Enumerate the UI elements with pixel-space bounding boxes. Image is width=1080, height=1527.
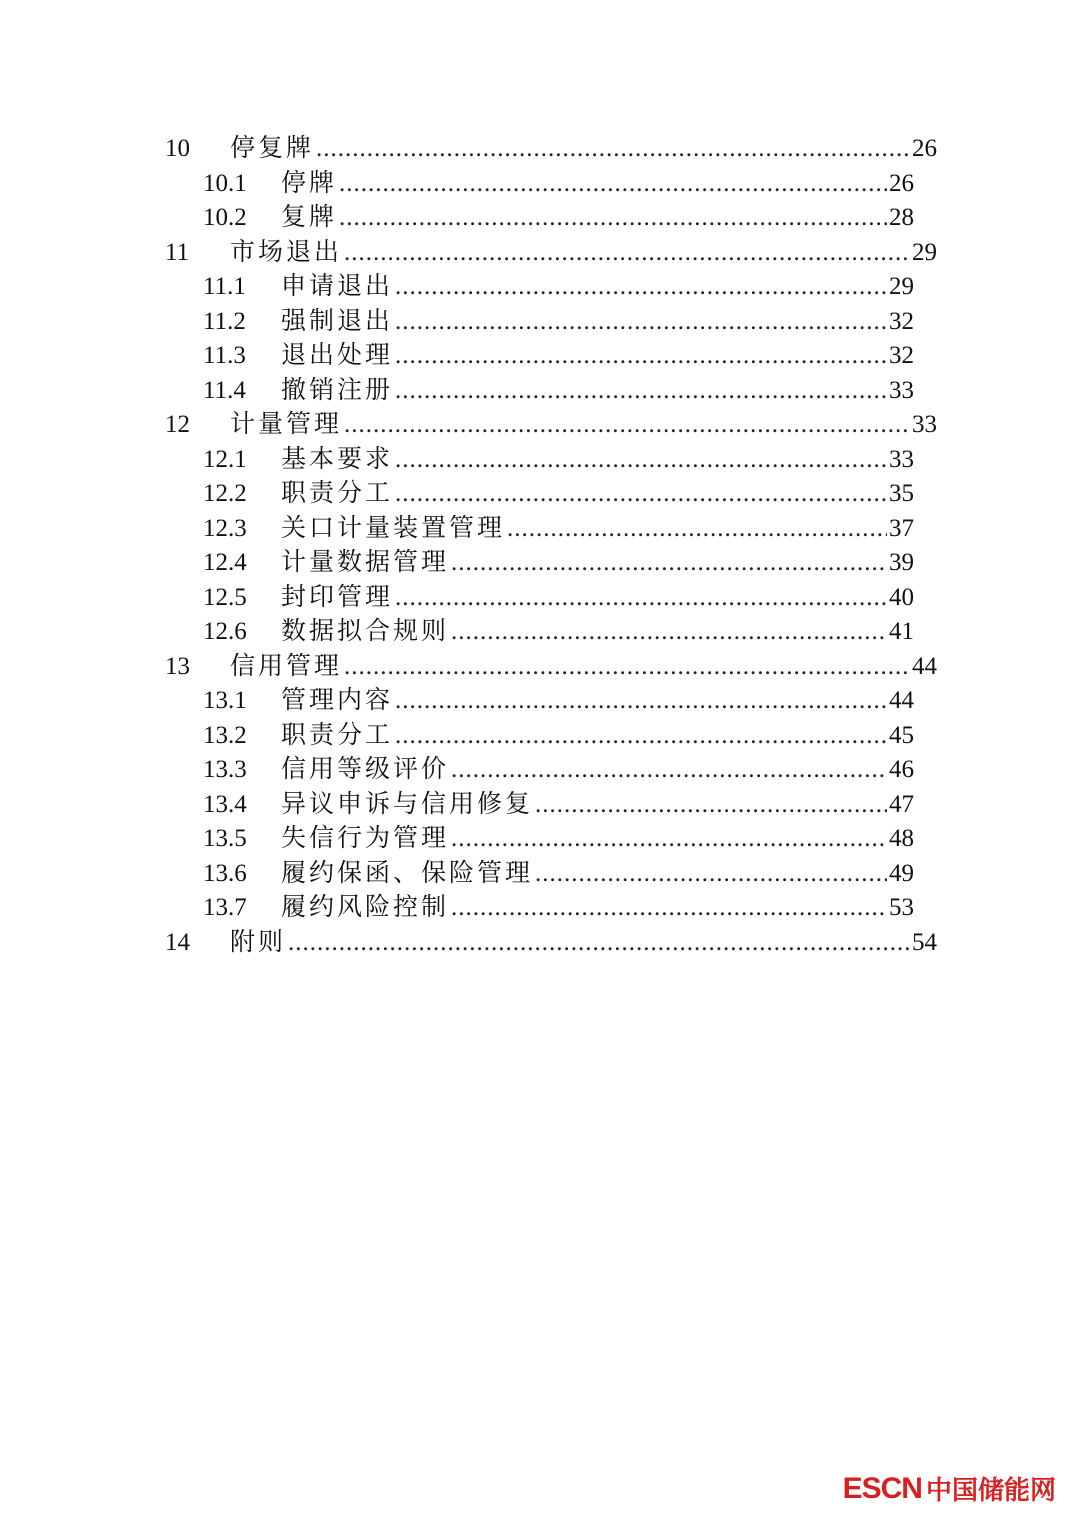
toc-page-number: 40 xyxy=(889,583,914,611)
toc-entry[interactable] xyxy=(165,925,937,960)
toc-page-number: 33 xyxy=(889,445,914,473)
toc-page-number: 45 xyxy=(889,721,914,749)
toc-number: 14 xyxy=(165,928,190,956)
toc-number: 13 xyxy=(165,652,190,680)
toc-number: 12.6 xyxy=(203,618,247,645)
toc-number: 13.4 xyxy=(203,790,247,818)
toc-number: 13.2 xyxy=(203,721,247,749)
toc-title: 基本要求 xyxy=(281,443,394,473)
dot-leader xyxy=(451,753,887,788)
toc-title: 强制退出 xyxy=(281,305,394,335)
dot-leader xyxy=(344,236,910,271)
toc-page-number: 32 xyxy=(889,307,914,335)
toc-number: 11.3 xyxy=(203,342,246,369)
dot-leader xyxy=(344,650,910,685)
toc-number: 11.4 xyxy=(203,376,246,404)
toc-page-number: 41 xyxy=(889,618,914,645)
toc-number: 10.1 xyxy=(203,169,247,197)
toc-entry[interactable] xyxy=(165,407,937,442)
toc-number: 12.5 xyxy=(203,583,247,611)
dot-leader xyxy=(451,615,887,650)
dot-leader xyxy=(395,477,887,512)
toc-entry[interactable] xyxy=(165,787,914,822)
toc-title: 数据拟合规则 xyxy=(281,616,450,645)
toc-entry[interactable] xyxy=(165,683,914,718)
toc-title: 封印管理 xyxy=(281,581,394,611)
toc-entry[interactable] xyxy=(165,373,914,408)
dot-leader xyxy=(339,201,887,236)
toc-page-number: 35 xyxy=(889,480,914,507)
toc-title: 职责分工 xyxy=(281,719,394,749)
toc-page-number: 29 xyxy=(912,238,937,266)
toc-page-number: 37 xyxy=(889,514,914,542)
toc-entry[interactable] xyxy=(165,304,914,339)
dot-leader xyxy=(507,512,887,547)
toc-title: 信用等级评价 xyxy=(281,754,450,783)
toc-title: 市场退出 xyxy=(230,236,343,266)
dot-leader xyxy=(395,719,887,754)
toc-number: 12 xyxy=(165,411,190,438)
toc-title: 停牌 xyxy=(281,167,338,197)
dot-leader xyxy=(395,270,887,305)
toc-page-number: 26 xyxy=(889,169,914,197)
toc-page-number: 33 xyxy=(889,376,914,404)
toc-title: 附则 xyxy=(230,926,287,956)
toc-entry[interactable] xyxy=(165,752,914,787)
toc-entry[interactable] xyxy=(165,476,914,511)
dot-leader xyxy=(395,374,887,409)
toc-page-number: 39 xyxy=(889,549,914,576)
toc-number: 12.3 xyxy=(203,514,247,542)
toc-title: 停复牌 xyxy=(230,133,315,162)
dot-leader xyxy=(451,891,887,926)
dot-leader xyxy=(344,408,910,443)
toc-number: 13.3 xyxy=(203,756,247,783)
toc-page-number: 49 xyxy=(889,859,914,887)
dot-leader xyxy=(395,305,887,340)
toc-number: 13.1 xyxy=(203,687,247,714)
toc-title: 复牌 xyxy=(281,202,338,231)
toc-page-number: 29 xyxy=(889,273,914,300)
toc-entry[interactable] xyxy=(165,338,914,373)
toc-page-number: 46 xyxy=(889,756,914,783)
toc-entry[interactable] xyxy=(165,269,914,304)
toc-title: 履约风险控制 xyxy=(281,892,450,921)
toc-page-number: 48 xyxy=(889,825,914,852)
toc-page-number: 28 xyxy=(889,204,914,231)
toc-number: 11 xyxy=(165,238,190,266)
toc-number: 13.5 xyxy=(203,825,247,852)
toc-number: 12.4 xyxy=(203,549,247,576)
dot-leader xyxy=(339,167,887,202)
toc-number: 12.2 xyxy=(203,480,247,507)
toc-title: 撤销注册 xyxy=(281,374,394,404)
table-of-contents xyxy=(165,131,937,959)
toc-title: 失信行为管理 xyxy=(281,823,450,852)
toc-entry[interactable] xyxy=(165,890,914,925)
watermark-cn: 中国储能网 xyxy=(925,1475,1056,1505)
escn-watermark-logo xyxy=(843,1470,1056,1507)
toc-page-number: 33 xyxy=(912,411,937,438)
toc-entry[interactable] xyxy=(165,235,937,270)
toc-entry[interactable] xyxy=(165,580,914,615)
toc-number: 13.7 xyxy=(203,894,247,921)
toc-title: 关口计量装置管理 xyxy=(281,512,506,542)
watermark-en: ESCN xyxy=(842,1471,922,1505)
toc-title: 申请退出 xyxy=(281,271,394,300)
toc-entry[interactable] xyxy=(165,200,914,235)
dot-leader xyxy=(451,546,887,581)
dot-leader xyxy=(395,684,887,719)
toc-entry[interactable] xyxy=(165,131,937,166)
toc-title: 计量数据管理 xyxy=(281,547,450,576)
toc-number: 12.1 xyxy=(203,445,247,473)
toc-title: 职责分工 xyxy=(281,478,394,507)
toc-entry[interactable] xyxy=(165,718,914,753)
toc-number: 10.2 xyxy=(203,204,247,231)
toc-page-number: 53 xyxy=(889,894,914,921)
toc-page-number: 26 xyxy=(912,135,937,162)
toc-entry[interactable] xyxy=(165,545,914,580)
toc-page-number: 54 xyxy=(912,928,937,956)
toc-page-number: 44 xyxy=(889,687,914,714)
toc-entry[interactable] xyxy=(165,511,914,546)
toc-page-number: 32 xyxy=(889,342,914,369)
toc-title: 管理内容 xyxy=(281,685,394,714)
dot-leader xyxy=(535,857,887,892)
toc-title: 计量管理 xyxy=(230,409,343,438)
toc-entry[interactable] xyxy=(165,166,914,201)
toc-page-number: 44 xyxy=(912,652,937,680)
toc-number: 13.6 xyxy=(203,859,247,887)
toc-title: 信用管理 xyxy=(230,650,343,680)
dot-leader xyxy=(395,443,887,478)
dot-leader xyxy=(316,132,910,167)
toc-entry[interactable] xyxy=(165,442,914,477)
toc-title: 退出处理 xyxy=(281,340,394,369)
dot-leader xyxy=(451,822,887,857)
dot-leader xyxy=(395,339,887,374)
toc-number: 10 xyxy=(165,135,190,162)
toc-entry[interactable] xyxy=(165,614,914,649)
toc-page-number: 47 xyxy=(889,790,914,818)
toc-number: 11.1 xyxy=(203,273,246,300)
toc-entry[interactable] xyxy=(165,821,914,856)
toc-title: 履约保函、保险管理 xyxy=(281,857,534,887)
dot-leader xyxy=(288,926,910,961)
toc-number: 11.2 xyxy=(203,307,246,335)
toc-entry[interactable] xyxy=(165,856,914,891)
toc-title: 异议申诉与信用修复 xyxy=(281,788,534,818)
dot-leader xyxy=(535,788,887,823)
toc-entry[interactable] xyxy=(165,649,937,684)
dot-leader xyxy=(395,581,887,616)
